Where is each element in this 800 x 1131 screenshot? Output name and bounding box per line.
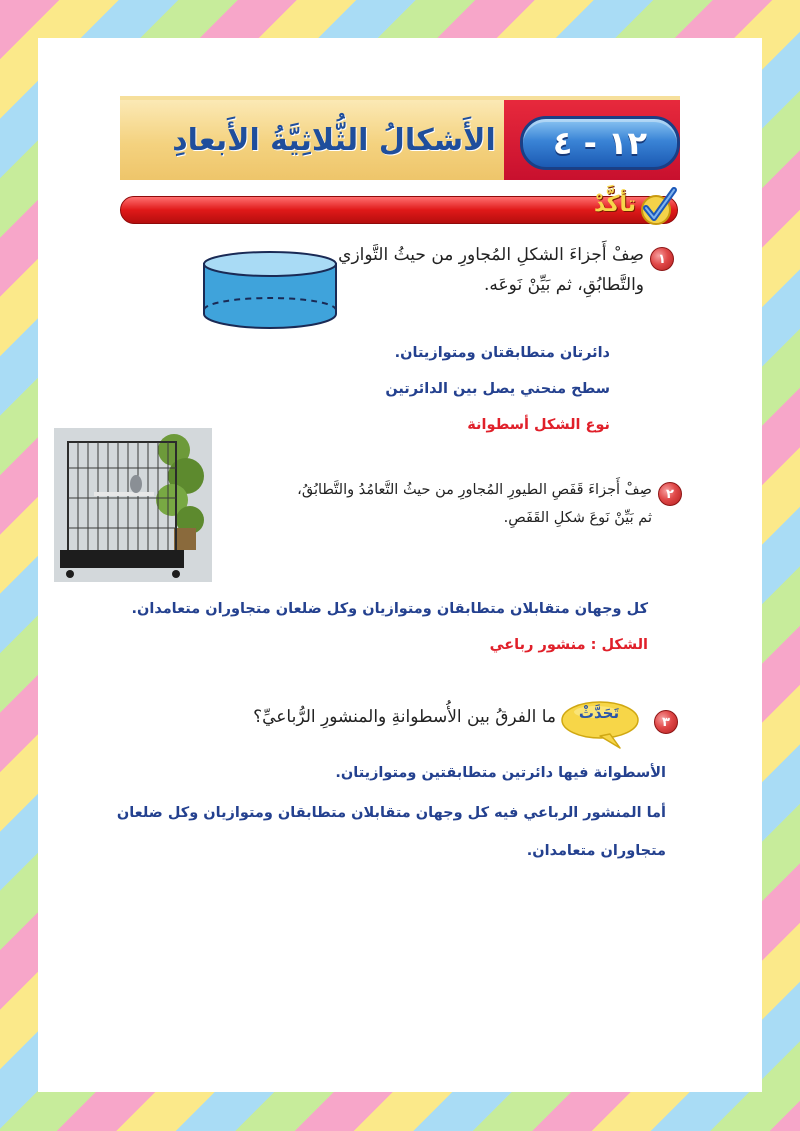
question-2-text bbox=[278, 476, 652, 532]
question-1-answer-2: سطح منحني يصل بين الدائرتين bbox=[385, 381, 610, 397]
question-1-line-1: صِفْ أَجزاءَ الشكلِ المُجاورِ من حيثُ التَّوازي bbox=[338, 245, 644, 265]
question-1-text bbox=[338, 240, 644, 300]
question-3-number: ٣ bbox=[654, 710, 678, 734]
question-3-answer-3: متجاوران متعامدان. bbox=[526, 843, 666, 859]
lesson-number-badge bbox=[520, 116, 680, 170]
section-label: تأكَّدْ bbox=[593, 192, 636, 217]
question-3-text bbox=[238, 702, 556, 732]
cylinder-image bbox=[200, 248, 340, 332]
checkmark-icon bbox=[636, 184, 680, 228]
lesson-title: الأَشكالُ الثُّلاثِيَّةُ الأَبعادِ bbox=[172, 122, 496, 158]
question-1-answer-1: دائرتان متطابقتان ومتوازيتان. bbox=[394, 345, 610, 361]
bird-cage-photo bbox=[54, 428, 212, 582]
question-2-answer-1: كل وجهان متقابلان متطابقان ومتوازيان وكل ضلعان متجاوران متعامدان. bbox=[131, 601, 648, 617]
question-3-answer-1: الأسطوانة فيها دائرتين متطابقتين ومتوازيتان. bbox=[335, 765, 666, 781]
question-1-number: ١ bbox=[650, 247, 674, 271]
question-2-number: ٢ bbox=[658, 482, 682, 506]
worksheet-page bbox=[38, 38, 762, 1092]
question-2-line-2: ثم بَيِّنْ نَوعَ شكلِ القَفَصِ. bbox=[503, 510, 652, 526]
bird-cage-illustration bbox=[54, 428, 212, 582]
lesson-banner bbox=[120, 96, 680, 180]
question-2-answer-2: الشكل : منشور رباعي bbox=[489, 637, 648, 653]
question-3-answer-2: أما المنشور الرباعي فيه كل وجهان متقابلان متطابقان ومتوازيان وكل ضلعان bbox=[116, 805, 666, 821]
question-1-answer-3: نوع الشكل أسطوانة bbox=[467, 417, 610, 433]
talk-label: تَحَدَّثْ bbox=[578, 704, 620, 722]
lesson-number: ١٢ - ٤ bbox=[552, 124, 648, 162]
question-3-line-1: ما الفرقُ بين الأُسطوانةِ والمنشورِ الرُّباعيِّ؟ bbox=[253, 707, 556, 727]
question-1-line-2: والتَّطابُقِ، ثم بَيِّنْ نَوعَه. bbox=[484, 275, 644, 295]
question-2-line-1: صِفْ أَجزاءَ قَفَصِ الطيورِ المُجاورِ من حيثُ التَّعامُدُ والتَّطابُقُ، bbox=[297, 482, 652, 498]
